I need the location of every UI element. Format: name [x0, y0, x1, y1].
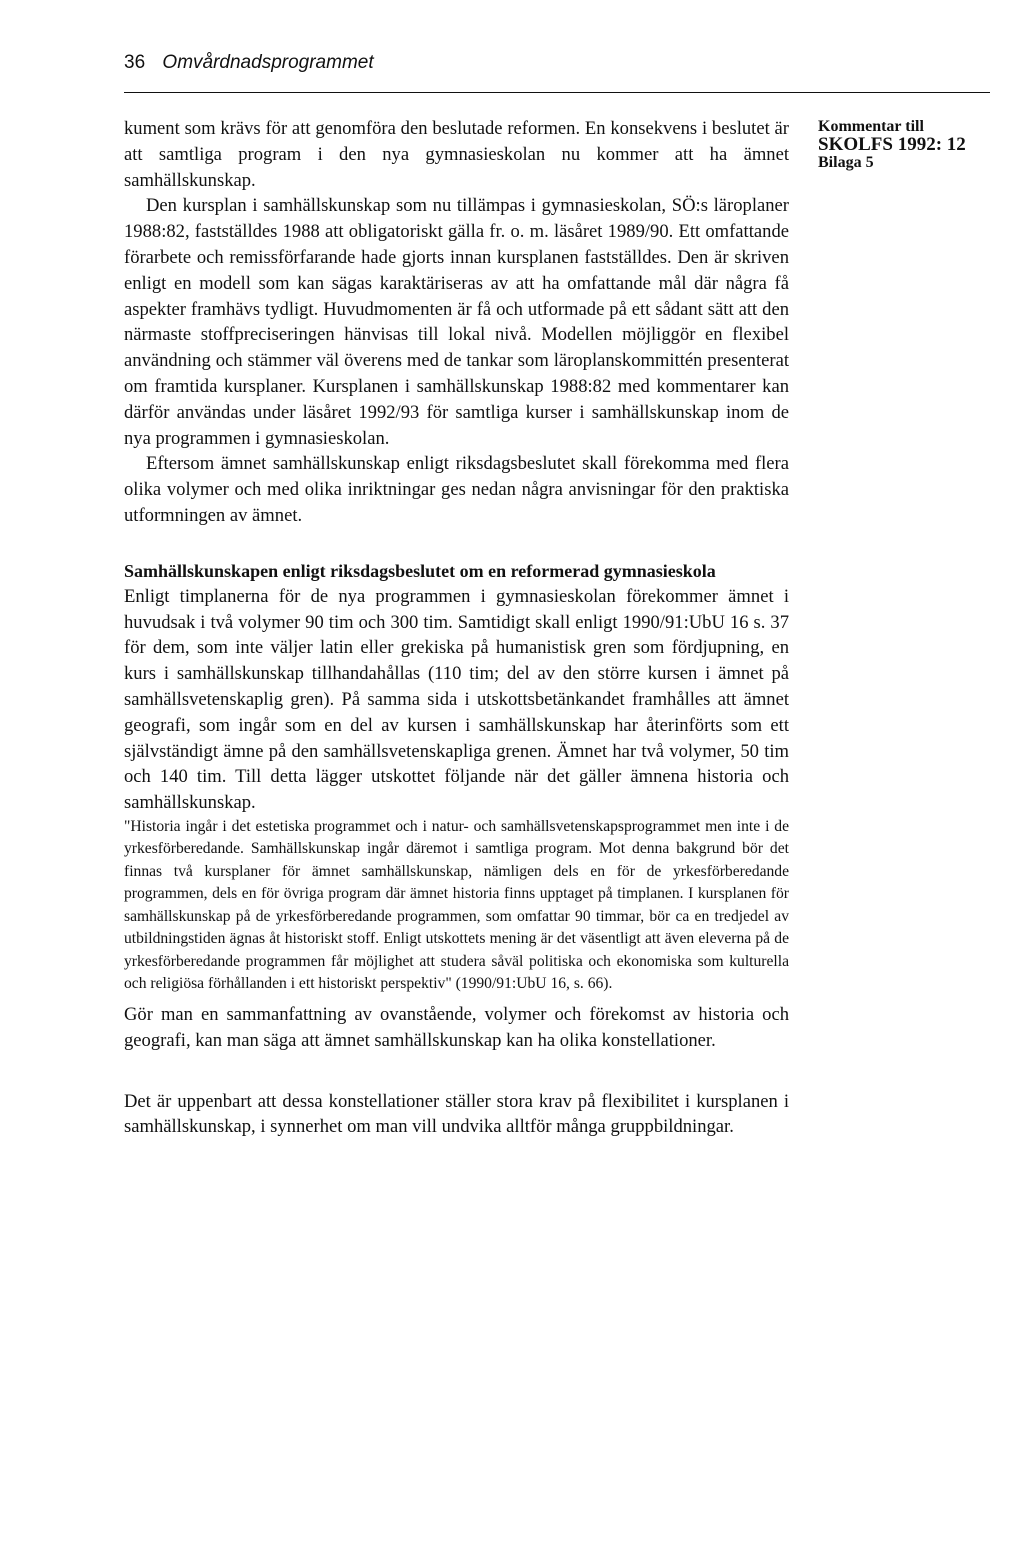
margin-note-line-1: Kommentar till [818, 118, 924, 135]
paragraph-2: Den kursplan i samhällskunskap som nu tillämpas i gymnasieskolan, SÖ:s läroplaner 1988:82, fastställdes 1988 att obligatoriskt gälla fr. o. m. läsåret 1989/90. Ett omfattande förarbete och remissförfarande hade gjorts innan kursplanen fastställdes. Den är skriven enligt en modell som kan sägas karaktäriseras av att ha omfattande mål där några få aspekter framhävs tydligt. Huvudmomenten är få och utformade på ett sådant sätt att den närmaste stoffpreciseringen hänvisas till lokal nivå. Modellen möjliggör en flexibel användning och stämmer väl överens med de tankar som läroplanskommittén presenterat om framtida kursplaner. Kursplanen i samhällskunskap 1988:82 med kommentarer kan därför användas under läsåret 1992/93 för samtliga kurser i samhällskunskap inom de nya programmen i gymnasieskolan. [124, 195, 789, 449]
paragraph-5: Gör man en sammanfattning av ovanstående, volymer och förekomst av historia och geografi, kan man säga att ämnet samhällskunskap kan ha olika konstellationer. [124, 1003, 789, 1051]
header-rule [124, 92, 990, 93]
page-number: 36 [124, 52, 146, 73]
margin-note-line-3: Bilaga 5 [818, 154, 874, 171]
block-quote: "Historia ingår i det estetiska programmet och i natur- och samhällsvetenskapsprogrammet men inte i de yrkesförberedande. Samhällskunskap ingår däremot i samtliga program. Mot denna bakgrund bör det finnas två kursplaner för ämnet samhällskunskap, nämligen dels en för de yrkesförberedande programmen, dels en för övriga program där ämnet historia finns upptaget på timplanen. I kursplanen för samhällskunskap på de yrkesförberedande programmen, som omfattar 90 timmar, bör ca en tredjedel av utbildningstiden ägnas åt historiskt stoff. Enligt utskottets mening är det väsentligt att även eleverna på de yrkesförberedande programmen får möjlighet att studera såväl politiska och ekonomiska som kulturella och religiösa förhållanden i ett historiskt perspektiv" (1990/91:UbU 16, s. 66). [124, 817, 789, 993]
running-header [124, 52, 374, 74]
paragraph-4: Enligt timplanerna för de nya programmen i gymnasieskolan förekommer ämnet i huvudsak i två volymer 90 tim och 300 tim. Samtidigt skall enligt 1990/91:UbU 16 s. 37 för dem, som inte väljer latin eller grekiska på humanistisk gren som fördjupning, en kurs i samhällskunskap tillhandahållas (110 tim; del av den större kursen i ämnet på samhällsvetenskaplig gren). På samma sida i utskottsbetänkandet framhålles att ämnet geografi, som ingår som en del av kursen i samhällskunskap har återinförts som ett självständigt ämne på den samhällsvetenskapliga grenen. Ämnet har två volymer, 50 tim och 140 tim. Till detta lägger utskottet följande när det gäller ämnena historia och samhällskunskap. [124, 585, 789, 814]
paragraph-3: Eftersom ämnet samhällskunskap enligt riksdagsbeslutet skall förekomma med flera olika volymer och med olika inriktningar ges nedan några anvisningar för den praktiska utformningen av ämnet. [124, 453, 789, 526]
margin-note-line-2: SKOLFS 1992: 12 [818, 134, 966, 155]
section-heading: Samhällskunskapen enligt riksdagsbeslutet om en reformerad gymnasieskola [124, 560, 716, 581]
margin-note [818, 118, 993, 171]
paragraph-1: kument som krävs för att genomföra den beslutade reformen. En konsekvens i beslutet är att samtliga program i den nya gymnasieskolan nu kommer att ha ämnet samhällskunskap. [124, 118, 789, 191]
main-text-column [124, 116, 789, 1140]
paragraph-6: Det är uppenbart att dessa konstellationer ställer stora krav på flexibilitet i kursplanen i samhällskunskap, i synnerhet om man vill undvika alltför många gruppbildningar. [124, 1090, 789, 1138]
running-title: Omvårdnadsprogrammet [162, 52, 374, 73]
